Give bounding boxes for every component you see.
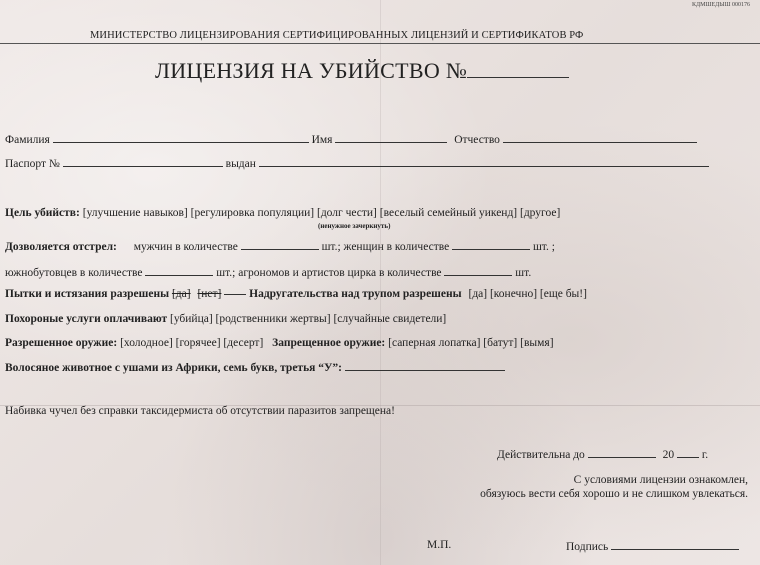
validity-date-field[interactable] bbox=[588, 447, 656, 458]
funeral-row bbox=[5, 313, 446, 325]
license-title-text: ЛИЦЕНЗИЯ НА УБИЙСТВО № bbox=[155, 58, 468, 83]
passport-row bbox=[5, 156, 709, 170]
passport-label: Паспорт № bbox=[5, 158, 60, 170]
shooting-row-1 bbox=[5, 239, 555, 253]
agreement-line-2: обязуюсь вести себя хорошо и не слишком увлекаться. bbox=[480, 488, 748, 500]
purpose-options[interactable]: [улучшение навыков] [регулировка популяции] [долг чести] [веселый семейный уикенд] [другое] bbox=[82, 207, 561, 219]
passport-field[interactable] bbox=[63, 156, 223, 167]
allowed-weapons-options[interactable]: [холодное] [горячее] [десерт] bbox=[120, 337, 264, 349]
torture-no-option[interactable]: [нет] bbox=[197, 288, 222, 300]
issued-label: выдан bbox=[225, 158, 256, 170]
name-row bbox=[5, 132, 697, 146]
men-count-field[interactable] bbox=[241, 239, 319, 250]
license-title bbox=[155, 58, 569, 84]
riddle-text: Волосяное животное с ушами из Африки, семь букв, третья “У”: bbox=[5, 362, 343, 374]
document-code: КДМШЕДЫШ 000176 bbox=[691, 2, 750, 8]
patronymic-field[interactable] bbox=[503, 132, 697, 143]
purpose-note: (ненужное зачеркнуть) bbox=[318, 222, 391, 230]
signature-label: Подпись bbox=[566, 541, 609, 553]
validity-row bbox=[497, 447, 708, 461]
women-count-field[interactable] bbox=[452, 239, 530, 250]
agreement-line-1: С условиями лицензии ознакомлен, bbox=[573, 474, 748, 486]
riddle-answer-field[interactable] bbox=[345, 360, 505, 371]
funeral-label: Похороные услуги оплачивают bbox=[5, 313, 168, 325]
signature-row bbox=[566, 539, 739, 553]
strike-dash bbox=[224, 294, 246, 295]
corpse-label: Надругательства над трупом разрешены bbox=[249, 288, 462, 300]
forbidden-weapons-options[interactable]: [саперная лопатка] [батут] [вымя] bbox=[388, 337, 554, 349]
riddle-row bbox=[5, 360, 505, 374]
purpose-label: Цель убийств: bbox=[5, 207, 80, 219]
torture-yes-option[interactable]: [да] bbox=[171, 288, 191, 300]
issued-field[interactable] bbox=[259, 156, 709, 167]
taxidermy-notice: Набивка чучел без справки таксидермиста об отсутствии паразитов запрещена! bbox=[5, 405, 395, 417]
southerners-count-field[interactable] bbox=[145, 265, 213, 276]
torture-row bbox=[5, 288, 587, 300]
purpose-row bbox=[5, 207, 560, 219]
pcs-label-2: шт. bbox=[515, 267, 532, 279]
agronomists-label: шт.; агрономов и артистов цирка в количестве bbox=[216, 267, 442, 279]
shooting-label: Дозволяется отстрел: bbox=[5, 241, 117, 253]
validity-year-prefix: 20 bbox=[662, 449, 675, 461]
weapons-row bbox=[5, 337, 554, 349]
funeral-options[interactable]: [убийца] [родственники жертвы] [случайные свидетели] bbox=[169, 313, 447, 325]
header-divider bbox=[0, 43, 760, 44]
torture-label: Пытки и истязания разрешены bbox=[5, 288, 170, 300]
name-label: Имя bbox=[311, 134, 333, 146]
southerners-label: южнобутовцев в количестве bbox=[5, 267, 143, 279]
ministry-header: МИНИСТЕРСТВО ЛИЦЕНЗИРОВАНИЯ СЕРТИФИЦИРОВАННЫХ ЛИЦЕНЗИЙ И СЕРТИФИКАТОВ РФ bbox=[90, 30, 584, 41]
paper-fold bbox=[380, 0, 381, 565]
validity-label: Действительна до bbox=[497, 449, 585, 461]
surname-field[interactable] bbox=[53, 132, 309, 143]
forbidden-weapons-label: Запрещенное оружие: bbox=[272, 337, 386, 349]
women-label: шт.; женщин в количестве bbox=[321, 241, 450, 253]
license-number-field[interactable] bbox=[467, 67, 569, 78]
agronomists-count-field[interactable] bbox=[444, 265, 512, 276]
validity-year-field[interactable] bbox=[677, 447, 699, 458]
validity-year-suffix: г. bbox=[701, 449, 709, 461]
stamp-label: М.П. bbox=[427, 539, 452, 551]
patronymic-label: Отчество bbox=[454, 134, 500, 146]
men-label: мужчин в количестве bbox=[133, 241, 238, 253]
pcs-label-1: шт. ; bbox=[532, 241, 555, 253]
corpse-options[interactable]: [да] [конечно] [еще бы!] bbox=[468, 288, 587, 300]
name-field[interactable] bbox=[335, 132, 447, 143]
allowed-weapons-label: Разрешенное оружие: bbox=[5, 337, 118, 349]
surname-label: Фамилия bbox=[5, 134, 50, 146]
shooting-row-2 bbox=[5, 265, 531, 279]
signature-field[interactable] bbox=[611, 539, 739, 550]
